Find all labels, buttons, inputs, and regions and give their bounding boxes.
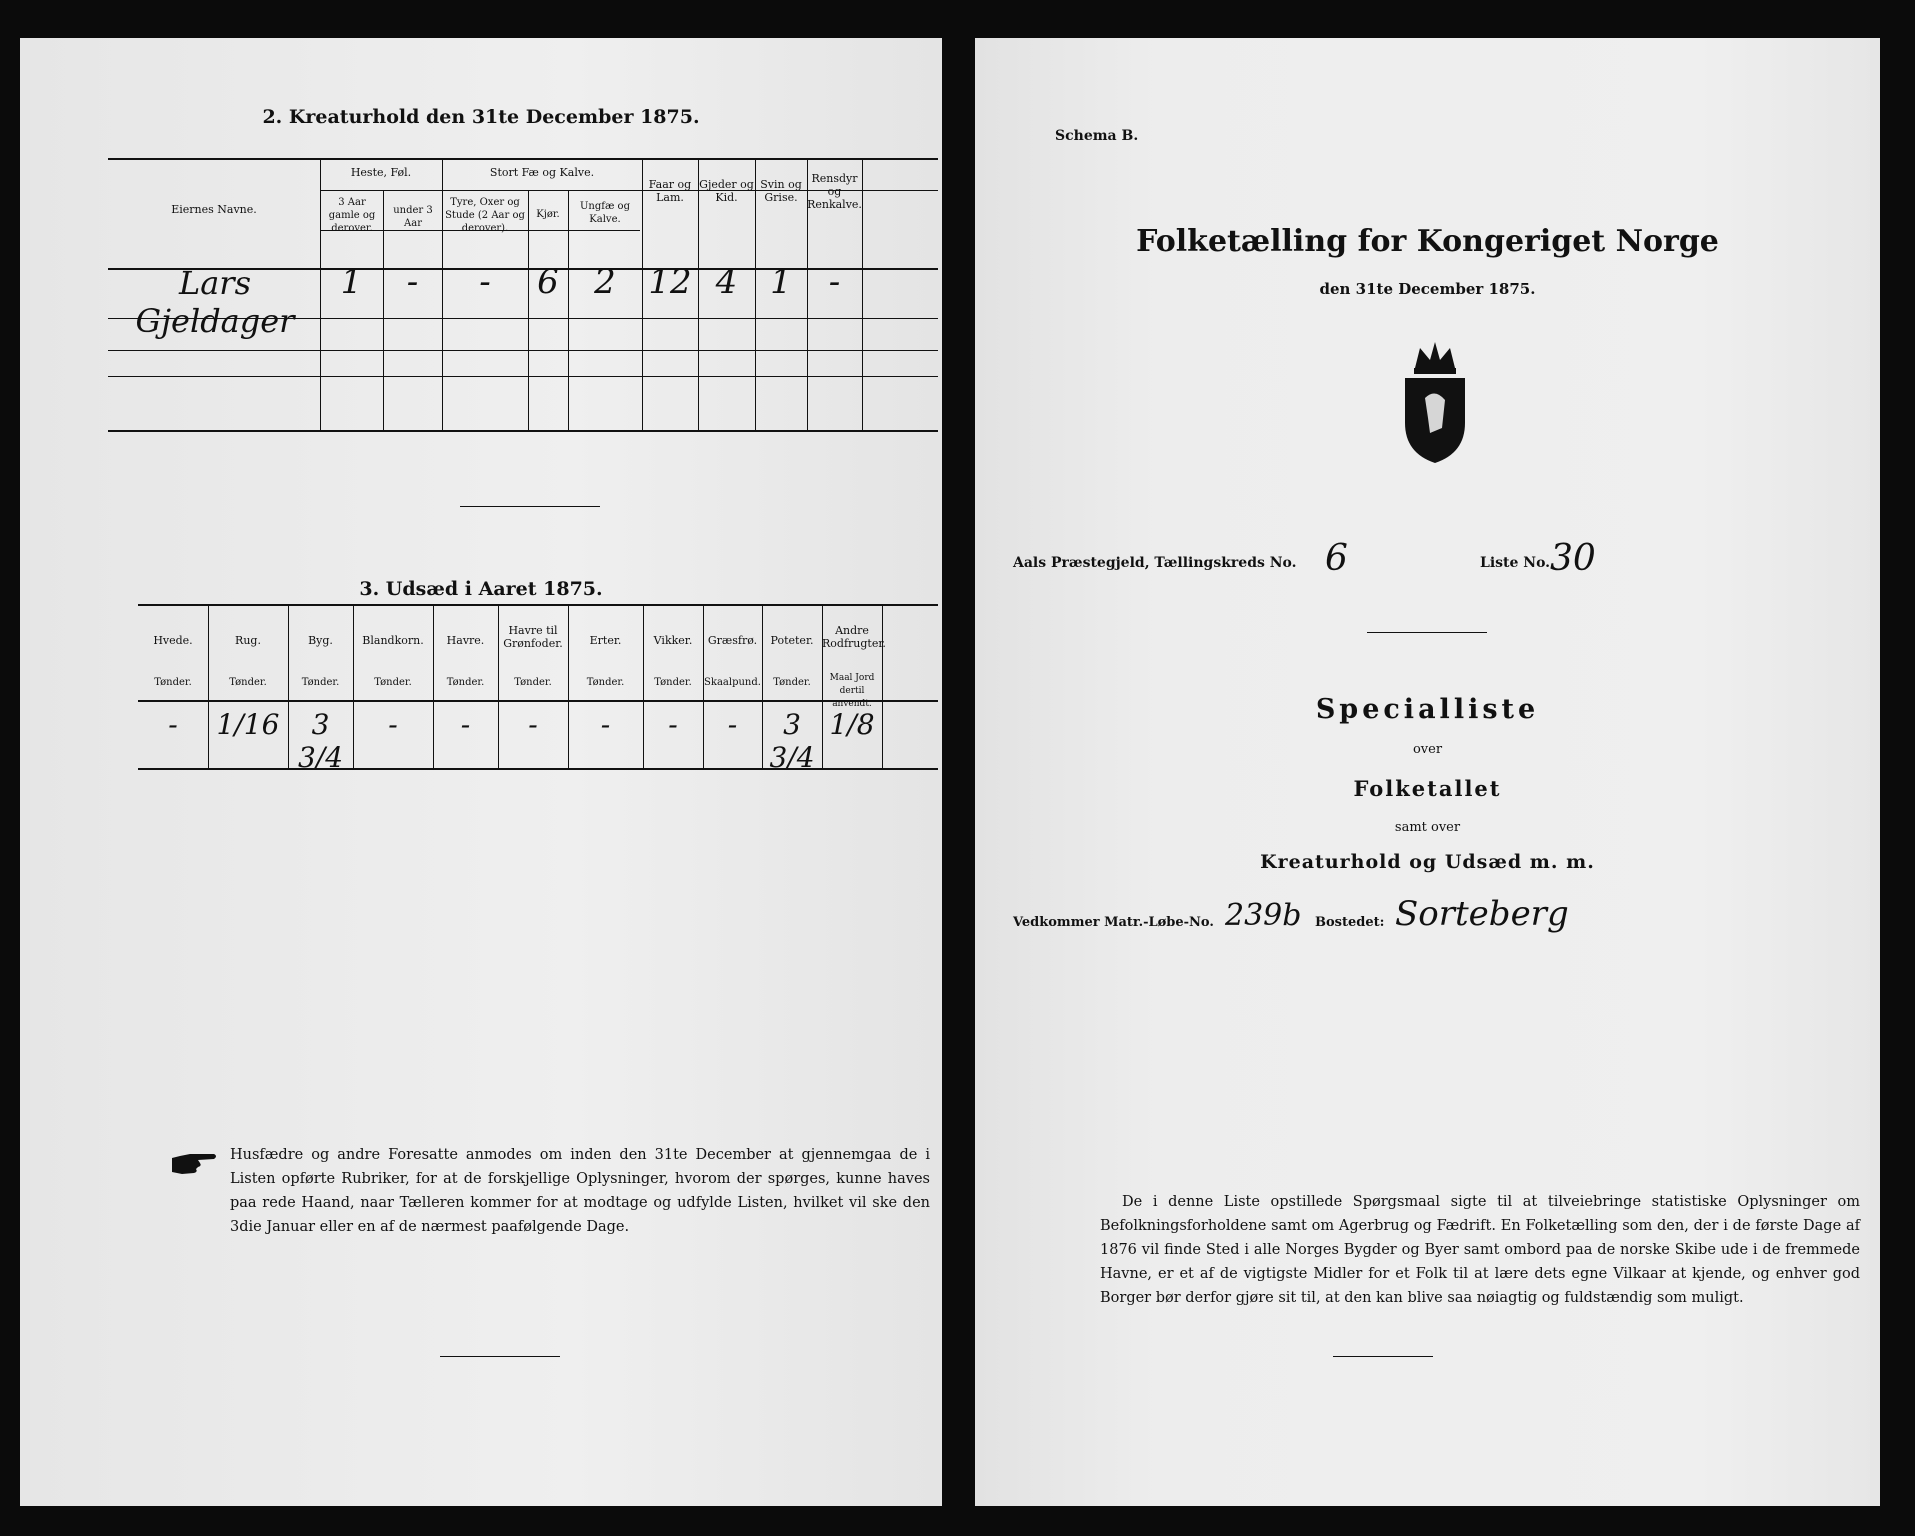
seed-unit-8: Skaalpund. — [704, 677, 761, 688]
coat-of-arms-icon — [1390, 338, 1480, 468]
header-horses: Heste, Føl. — [350, 166, 412, 179]
footer-text: De i denne Liste opstillede Spørgsmaal sigte til at tilveiebringe statistiske Oplysninger om Befolkningsforholdene samt om Agerbrug og Fædrift. En Folketælling som den, der i de første Dage af 1876 vil finde Sted i alle Norges Bygder og Byer samt ombord paa de norske Skibe ude i de fremmede Havne, er et af de vigtigste Midler for et Folk til at lære dets egne Vilkaar at kjende, og enhver god Borger bør derfor gjøre sit til, at den kan blive saa nøiagtig og fuldstændig som muligt. — [1100, 1194, 1860, 1306]
header-cattle-cows: Kjør. — [536, 209, 560, 220]
notice-text: Husfædre og andre Foresatte anmodes om inden den 31te December at gjennemgaa de i Listen opførte Rubriker, for at de forskjellige Oplysninger, hvorom der spørges, kunne haves paa rede Haand, naar Tælleren kommer for at modtage og udfylde Listen, hvilket vil ske den 3die Januar eller en af de nærmest paafølgende Dage. — [230, 1147, 930, 1235]
seed-header-5: Havre til Grønfoder. — [503, 624, 563, 650]
seed-unit-0: Tønder. — [154, 677, 192, 688]
seed-unit-9: Tønder. — [773, 677, 811, 688]
seed-value-6: - — [600, 708, 611, 741]
census-date: den 31te December 1875. — [1319, 280, 1536, 298]
header-horses-under3: under 3 Aar — [393, 205, 433, 229]
reindeer-value: - — [828, 262, 841, 302]
seed-value-10: 1/8 — [829, 708, 875, 741]
seed-unit-4: Tønder. — [446, 677, 485, 688]
seed-value-1: 1/16 — [216, 708, 280, 741]
header-owner: Eiernes Navne. — [171, 203, 257, 216]
pigs-value: 1 — [770, 262, 792, 302]
folketallet-title: Folketallet — [1353, 776, 1502, 801]
matr-label: Vedkommer Matr.-Løbe-No. — [1013, 915, 1214, 930]
seed-unit-2: Tønder. — [301, 677, 340, 688]
left-page — [20, 38, 942, 1506]
over-text: over — [1412, 742, 1443, 757]
right-page — [975, 38, 1880, 1506]
seed-unit-1: Tønder. — [229, 677, 267, 688]
list-number: 30 — [1550, 538, 1596, 579]
samt-over-text: samt over — [1394, 820, 1461, 835]
seed-value-2: 3 3/4 — [297, 708, 344, 774]
seed-value-4: - — [460, 708, 471, 741]
sheep-value: 12 — [648, 262, 692, 302]
seed-header-6: Erter. — [589, 634, 622, 647]
header-horses-3yr: 3 Aar gamle og derover. — [328, 197, 376, 234]
main-title: Folketælling for Kongeriget Norge — [1136, 224, 1719, 259]
section3-title: 3. Udsæd i Aaret 1875. — [359, 578, 603, 600]
header-cattle-young: Ungfæ og Kalve. — [580, 201, 630, 225]
section2-title: 2. Kreaturhold den 31te December 1875. — [262, 106, 700, 128]
cattle-young-value: 2 — [594, 262, 616, 302]
horses-under3-value: - — [406, 262, 419, 302]
header-cattle-oxen: Tyre, Oxer og Stude (2 Aar og derover). — [445, 197, 525, 234]
seed-value-7: - — [668, 708, 678, 741]
cattle-cows-value: 6 — [537, 262, 559, 302]
seed-header-1: Rug. — [235, 634, 261, 647]
seed-header-9: Poteter. — [770, 634, 814, 647]
pointing-hand-icon — [170, 1150, 220, 1178]
header-goats: Gjeder og Kid. — [699, 178, 754, 204]
schema-label: Schema B. — [1055, 128, 1139, 144]
seed-header-0: Hvede. — [153, 634, 193, 647]
seed-header-10: Andre Rodfrugter. — [822, 624, 886, 650]
bosted-label: Bostedet: — [1315, 915, 1385, 930]
matr-number: 239b — [1225, 898, 1302, 933]
seed-header-7: Vikker. — [653, 634, 693, 647]
livestock-owner-name: Lars Gjeldager — [135, 264, 295, 340]
header-cattle: Stort Fæ og Kalve. — [489, 166, 595, 179]
seed-unit-10: Maal Jord dertil anvendt. — [829, 673, 875, 709]
list-label: Liste No. — [1480, 555, 1551, 571]
seed-unit-7: Tønder. — [654, 677, 692, 688]
horses-3yr-value: 1 — [340, 262, 363, 302]
seed-header-3: Blandkorn. — [362, 634, 424, 647]
seed-value-0: - — [168, 708, 178, 741]
seed-header-4: Havre. — [446, 634, 485, 647]
district-number: 6 — [1325, 538, 1348, 579]
header-reindeer: Rensdyr og Renkalve. — [807, 172, 862, 211]
cattle-oxen-value: - — [479, 262, 491, 302]
bosted-value: Sorteberg — [1395, 894, 1569, 934]
goats-value: 4 — [715, 262, 738, 302]
seed-header-8: Græsfrø. — [707, 634, 758, 647]
seed-unit-3: Tønder. — [374, 677, 412, 688]
seed-value-8: - — [727, 708, 738, 741]
header-sheep: Faar og Lam. — [648, 178, 692, 204]
header-pigs: Svin og Grise. — [760, 178, 802, 204]
seed-value-3: - — [388, 708, 398, 741]
kreaturhold-title: Kreaturhold og Udsæd m. m. — [1260, 851, 1595, 873]
parish-label: Aals Præstegjeld, Tællingskreds No. — [1013, 555, 1297, 571]
seed-unit-5: Tønder. — [514, 677, 552, 688]
seed-unit-6: Tønder. — [586, 677, 625, 688]
seed-value-9: 3 3/4 — [769, 708, 815, 774]
specialliste-title: Specialliste — [1315, 694, 1540, 725]
seed-value-5: - — [528, 708, 538, 741]
seed-header-2: Byg. — [308, 634, 333, 647]
